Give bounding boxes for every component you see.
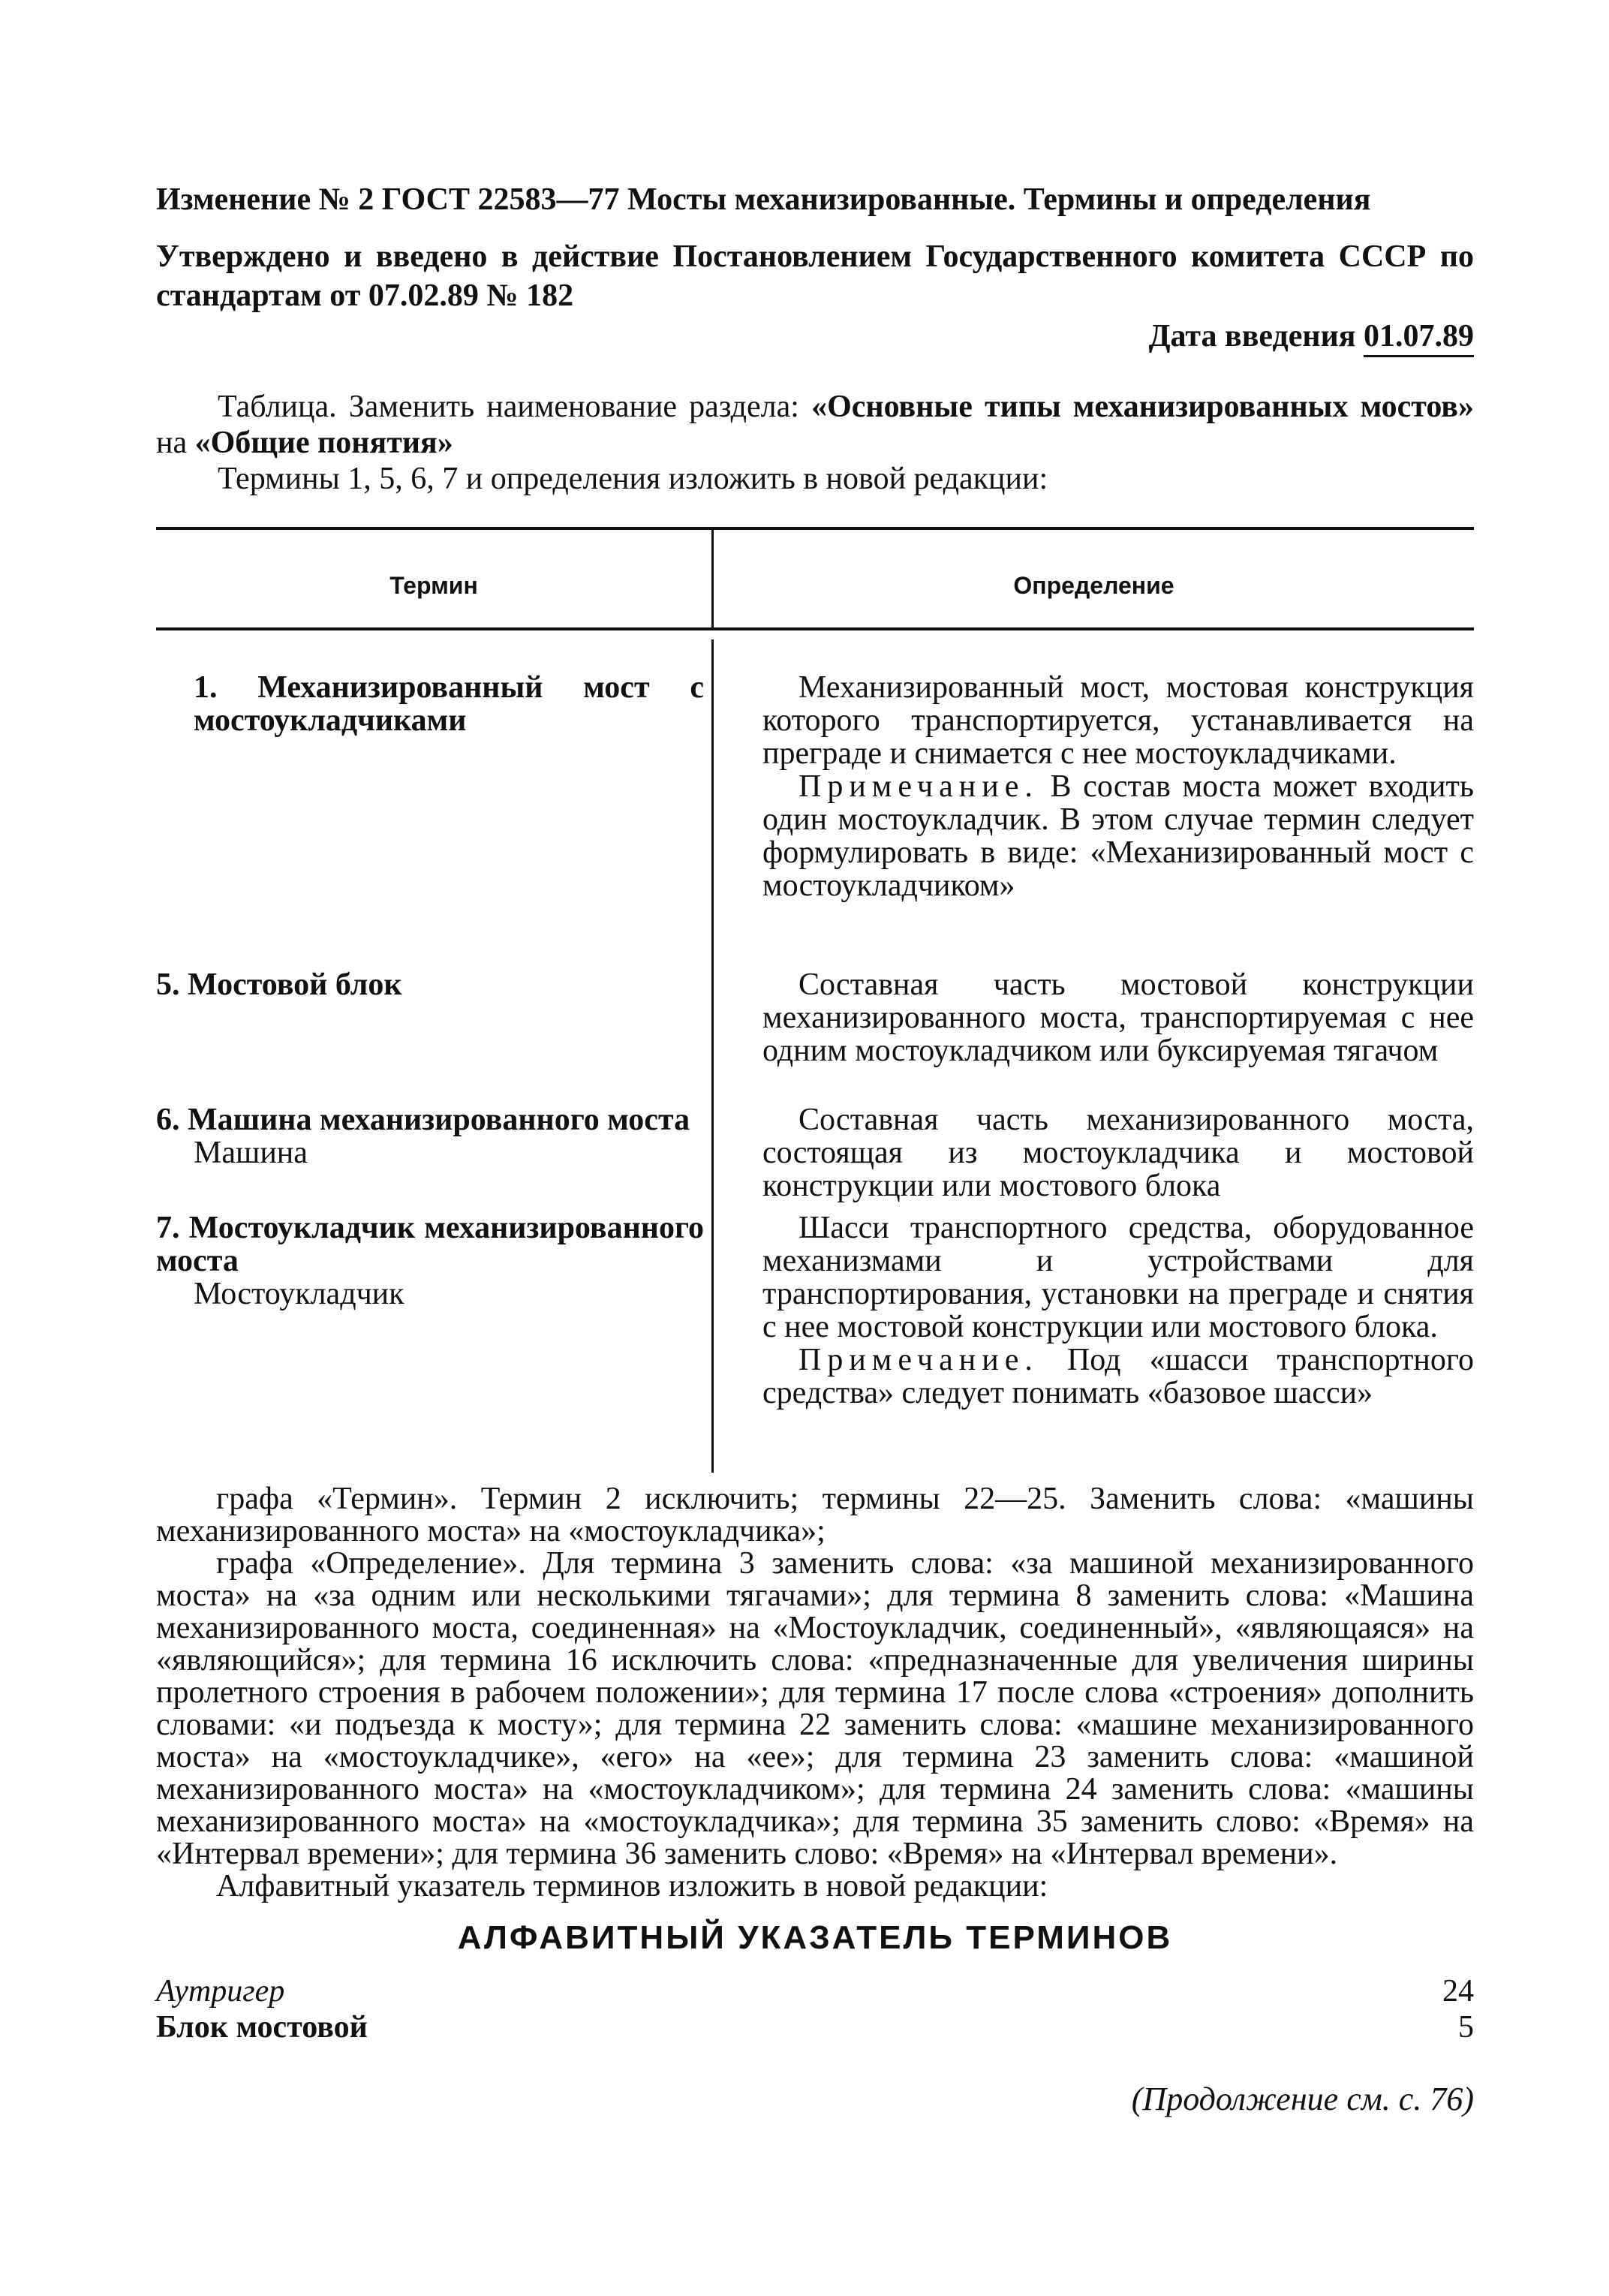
table-column-divider	[711, 639, 714, 1473]
table-row-6-definition	[762, 1103, 1474, 1202]
term-text: 7. Мостоукладчик механизированного моста	[156, 1211, 704, 1278]
index-number: 24	[1442, 1974, 1474, 2009]
amendment-paragraph-3: Алфавитный указатель терминов изложить в новой редакции:	[216, 1869, 1048, 1903]
note-body: Под «шасси транспортного средства» следует понимать «базовое шасси»	[762, 1343, 1474, 1410]
term-short-form: Мостоукладчик	[194, 1277, 405, 1311]
table-row-7-term	[156, 1211, 704, 1310]
definition-text: Составная часть механизированного моста, состоящая из мостоукладчика и мостовой конструкции или мостового блока	[762, 1103, 1474, 1203]
note-text	[762, 1344, 1474, 1410]
table-row-7-definition	[762, 1211, 1474, 1410]
intro-p1-c: на	[156, 426, 195, 460]
column-header-definition: Определение	[1013, 572, 1174, 599]
index-term: Аутригер	[156, 1974, 285, 2009]
intro-p1-d: «Общие понятия»	[194, 426, 453, 460]
note-text	[762, 770, 1474, 902]
index-number: 5	[1458, 2010, 1474, 2045]
definition-text: Составная часть мостовой конструкции механизированного моста, транспортируемая с нее одним мостоукладчиком или буксируемая тягачом	[762, 967, 1474, 1068]
intro-p1-b: «Основные типы механизированных мостов»	[811, 390, 1474, 424]
terms-table	[156, 527, 1474, 1480]
definition-text: Механизированный мост, мостовая конструкция которого транспортируется, устанавливается на преграде и снимается с нее мостоукладчиками.	[762, 670, 1474, 771]
column-header-term: Термин	[389, 572, 478, 599]
table-header-rule	[156, 627, 1474, 630]
amendment-text	[156, 1483, 1474, 1903]
term-index	[156, 1973, 1474, 2045]
table-row-6-term	[156, 1103, 704, 1169]
effective-date-label: Дата введения	[1148, 319, 1356, 354]
effective-date-value: 01.07.89	[1364, 319, 1474, 357]
amendment-paragraph-2: графа «Определение». Для термина 3 заменить слова: «за машиной механизированного моста» на «за одним или несколькими тягачами»; для термина 8 заменить слова: «Машина механизированного моста, соединенная» на «Мостоукладчик, соединенный», «являющаяся» на «являющийся»; для термина 16 исключить слова: «предназначенные для увеличения ширины пролетного строения в рабочем положении»; для термина 17 после слова «строения» дополнить словами: «и подъезда к мосту»; для термина 22 заменить слова: «машине механизированного моста» на «мостоукладчике», «его» на «ее»; для термина 23 заменить слова: «машиной механизированного моста» на «мостоукладчиком»; для термина 24 заменить слова: «машины механизированного моста» на «мостоукладчика»; для термина 35 заменить слово: «Время» на «Интервал времени»; для термина 36 заменить слово: «Время» на «Интервал времени».	[156, 1546, 1474, 1871]
index-entry	[156, 1973, 1474, 2009]
term-short-form: Машина	[194, 1136, 308, 1170]
document-title: Изменение № 2 ГОСТ 22583—77 Мосты механизированные. Термины и определения	[156, 182, 1371, 217]
term-text: 5. Мостовой блок	[156, 967, 402, 1002]
amendment-paragraph-1: графа «Термин». Термин 2 исключить; термины 22—25. Заменить слова: «машины механизированного моста» на «мостоукладчика»;	[156, 1482, 1474, 1548]
definition-text: Шасси транспортного средства, оборудованное механизмами и устройствами для транспортирования, установки на преграде и снятия с нее мостовой конструкции или мостового блока.	[762, 1211, 1474, 1344]
note-label: Примечание.	[798, 1343, 1039, 1377]
index-entry	[156, 2009, 1474, 2045]
table-row-5-term	[156, 968, 704, 1001]
index-term: Блок мостовой	[156, 2010, 368, 2045]
table-top-rule	[156, 527, 1474, 530]
intro-paragraph-1	[156, 389, 1474, 461]
note-body: В состав моста может входить один мостоукладчик. В этом случае термин следует формулировать в виде: «Механизированный мост с мостоукладчиком»	[762, 769, 1474, 903]
term-text: 6. Машина механизированного моста	[156, 1103, 690, 1137]
term-text: 1. Механизированный мост с мостоукладчиками	[194, 670, 704, 738]
table-row-1-term	[156, 671, 704, 737]
note-label: Примечание.	[798, 769, 1039, 804]
table-row-1-definition	[762, 671, 1474, 902]
continuation-note: (Продолжение см. с. 76)	[1131, 2081, 1474, 2117]
intro-paragraph-2: Термины 1, 5, 6, 7 и определения изложить в новой редакции:	[218, 462, 1048, 496]
approval-statement: Утверждено и введено в действие Постановлением Государственного комитета СССР по стандартам от 07.02.89 № 182	[156, 239, 1474, 313]
document-page	[156, 180, 1474, 2118]
effective-date	[156, 317, 1474, 356]
intro-text	[156, 389, 1474, 497]
table-row-5-definition	[762, 968, 1474, 1067]
intro-p1-a: Таблица. Заменить наименование раздела:	[218, 390, 812, 424]
index-title: АЛФАВИТНЫЙ УКАЗАТЕЛЬ ТЕРМИНОВ	[457, 1919, 1173, 1956]
